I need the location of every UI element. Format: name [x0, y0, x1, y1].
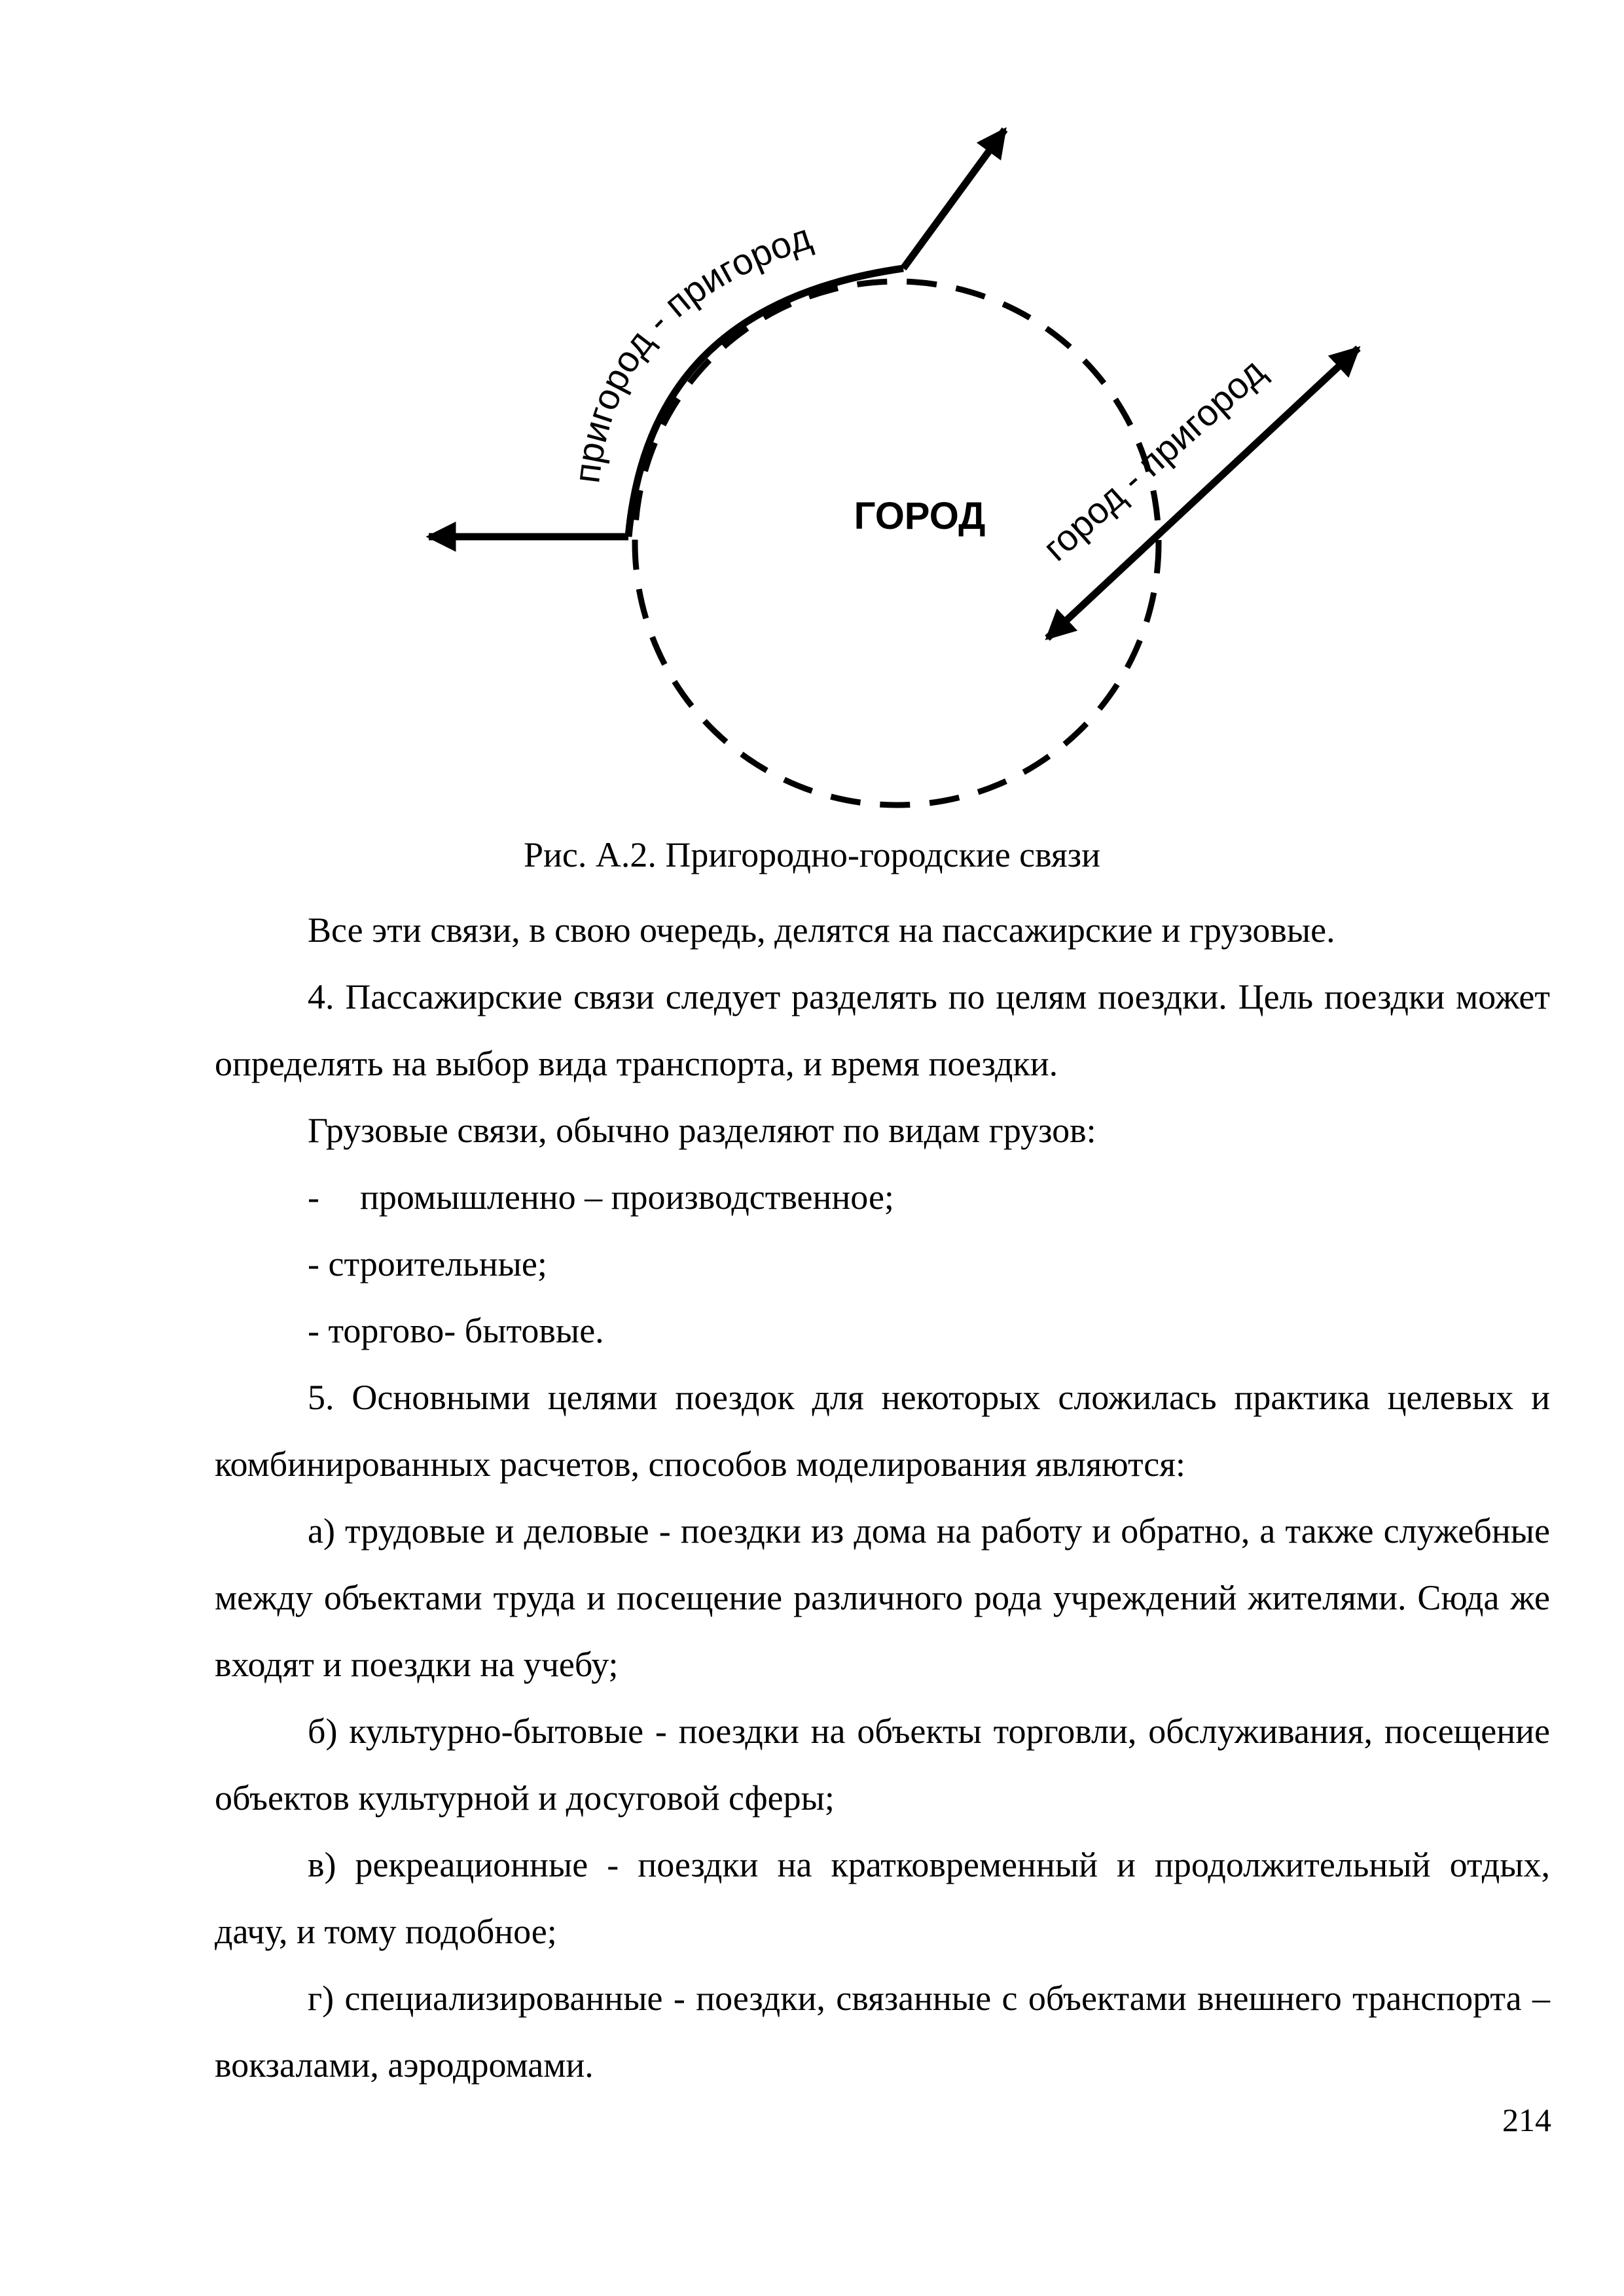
list-item-construction: - строительные;: [308, 1244, 547, 1283]
diagram-canvas: [367, 118, 1388, 825]
paragraph-cargo: Грузовые связи, обычно разделяют по видам грузов:: [308, 1111, 1096, 1150]
list-item-text: промышленно – производственное;: [360, 1177, 894, 1217]
list-dash: -: [308, 1177, 319, 1217]
suburb-suburb-label: пригород - пригород: [566, 215, 816, 486]
city-suburb-label: город - пригород: [1035, 350, 1273, 569]
list-item-trade: - торгово- бытовые.: [308, 1311, 604, 1350]
paragraph-goals: 5. Основными целями поездок для некоторых сложилась практика целевых и комбинированных расчетов, способов моделирования являются:: [215, 1378, 1550, 1484]
list-item-industrial: [215, 1164, 1550, 1230]
page-number: 214: [1502, 2102, 1551, 2138]
city-label: ГОРОД: [854, 495, 986, 537]
paragraph-item-v: в) рекреационные - поездки на кратковременный и продолжительный отдых, дачу, и тому подобное;: [215, 1845, 1550, 1951]
paragraph-item-b: б) культурно-бытовые - поездки на объекты торговли, обслуживания, посещение объектов культурной и досуговой сферы;: [215, 1712, 1550, 1818]
suburban-city-links-diagram: [367, 118, 1388, 825]
paragraph-passenger: 4. Пассажирские связи следует разделять по целям поездки. Цель поездки может определять на выбор вида транспорта, и время поездки.: [215, 977, 1550, 1083]
paragraph-intro: Все эти связи, в свою очередь, делятся на пассажирские и грузовые.: [308, 910, 1335, 950]
suburb-to-suburb-exit-arrow: [903, 130, 1005, 268]
paragraph-item-g: г) специализированные - поездки, связанные с объектами внешнего транспорта – вокзалами, аэродромами.: [215, 1979, 1550, 2085]
paragraph-item-a: а) трудовые и деловые - поездки из дома на работу и обратно, а также служебные между объектами труда и посещение различного рода учреждений жителями. Сюда же входят и поездки на учебу;: [215, 1511, 1550, 1684]
figure-caption: Рис. А.2. Пригородно-городские связи: [523, 835, 1100, 874]
body-text: [215, 897, 1550, 2098]
